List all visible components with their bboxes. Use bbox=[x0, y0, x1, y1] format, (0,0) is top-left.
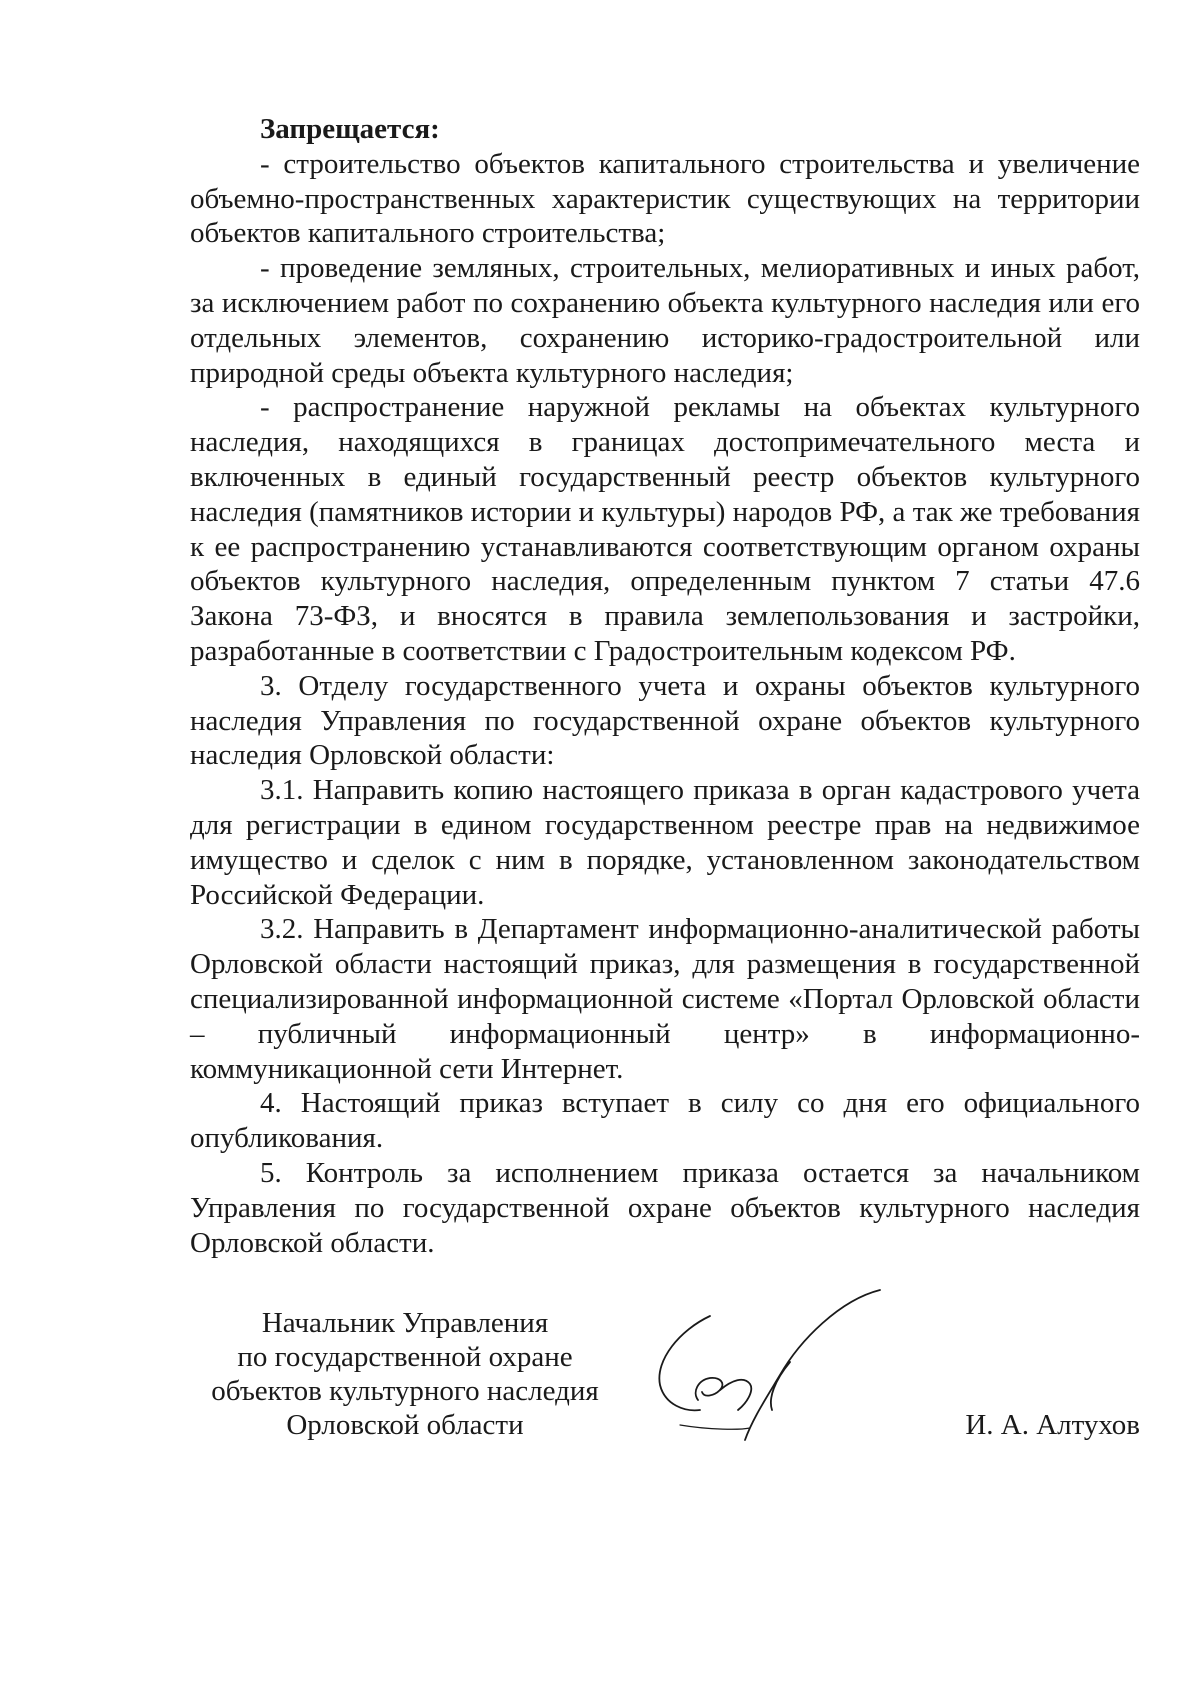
paragraph-advertising-ban: - распространение наружной рекламы на объектах культурного наследия, находящихся в границах достопримечательного места и включенных в единый государственный реестр объектов культурного наследия (памятников истории и культуры) народов РФ, а так же требования к ее распространению устанавливаются соответствующим органом охраны объектов культурного наследия, определенным пунктом 7 статьи 47.6 Закона 73-ФЗ, и вносятся в правила землепользования и застройки, разработанные в соответствии с Градостроительным кодексом РФ. bbox=[190, 391, 1140, 667]
paragraph-construction-ban: - строительство объектов капитального строительства и увеличение объемно-пространственных характеристик существующих на территории объектов капитального строительства; bbox=[190, 147, 1140, 250]
signatory-position bbox=[190, 1306, 620, 1442]
signatory-position-line: Начальник Управления bbox=[261, 1307, 549, 1339]
signatory-position-line: по государственной охране bbox=[237, 1341, 573, 1373]
signatory-position-line: объектов культурного наследия bbox=[211, 1375, 599, 1407]
paragraph-item-3-2: 3.2. Направить в Департамент информационно-аналитической работы Орловской области настоящий приказ, для размещения в государственной специализированной информационной системе «Портал Орловской области – публичный информационный центр» в информационно-коммуникационной сети Интернет. bbox=[190, 913, 1140, 1085]
signatory-position-line: Орловской области bbox=[286, 1409, 524, 1441]
prohibitions-heading: Запрещается: bbox=[260, 113, 440, 145]
paragraph-earthworks-ban: - проведение земляных, строительных, мелиоративных и иных работ, за исключением работ по сохранению объекта культурного наследия или его отдельных элементов, сохранению историко-градостроительной или природной среды объекта культурного наследия; bbox=[190, 252, 1140, 389]
document-body bbox=[190, 112, 1140, 1260]
signatory-name: И. А. Алтухов bbox=[965, 1409, 1140, 1441]
paragraph-item-3-1: 3.1. Направить копию настоящего приказа в орган кадастрового учета для регистрации в едином государственном реестре прав на недвижимое имущество и сделок с ним в порядке, установленном законодательством Российской Федерации. bbox=[190, 774, 1140, 911]
paragraph-item-5: 5. Контроль за исполнением приказа остается за начальником Управления по государственной охране объектов культурного наследия Орловской области. bbox=[190, 1156, 1140, 1259]
paragraph-item-4: 4. Настоящий приказ вступает в силу со дня его официального опубликования. bbox=[190, 1087, 1140, 1155]
handwritten-signature bbox=[640, 1280, 900, 1450]
paragraph-item-3: 3. Отделу государственного учета и охраны объектов культурного наследия Управления по государственной охране объектов культурного наследия Орловской области: bbox=[190, 669, 1140, 772]
